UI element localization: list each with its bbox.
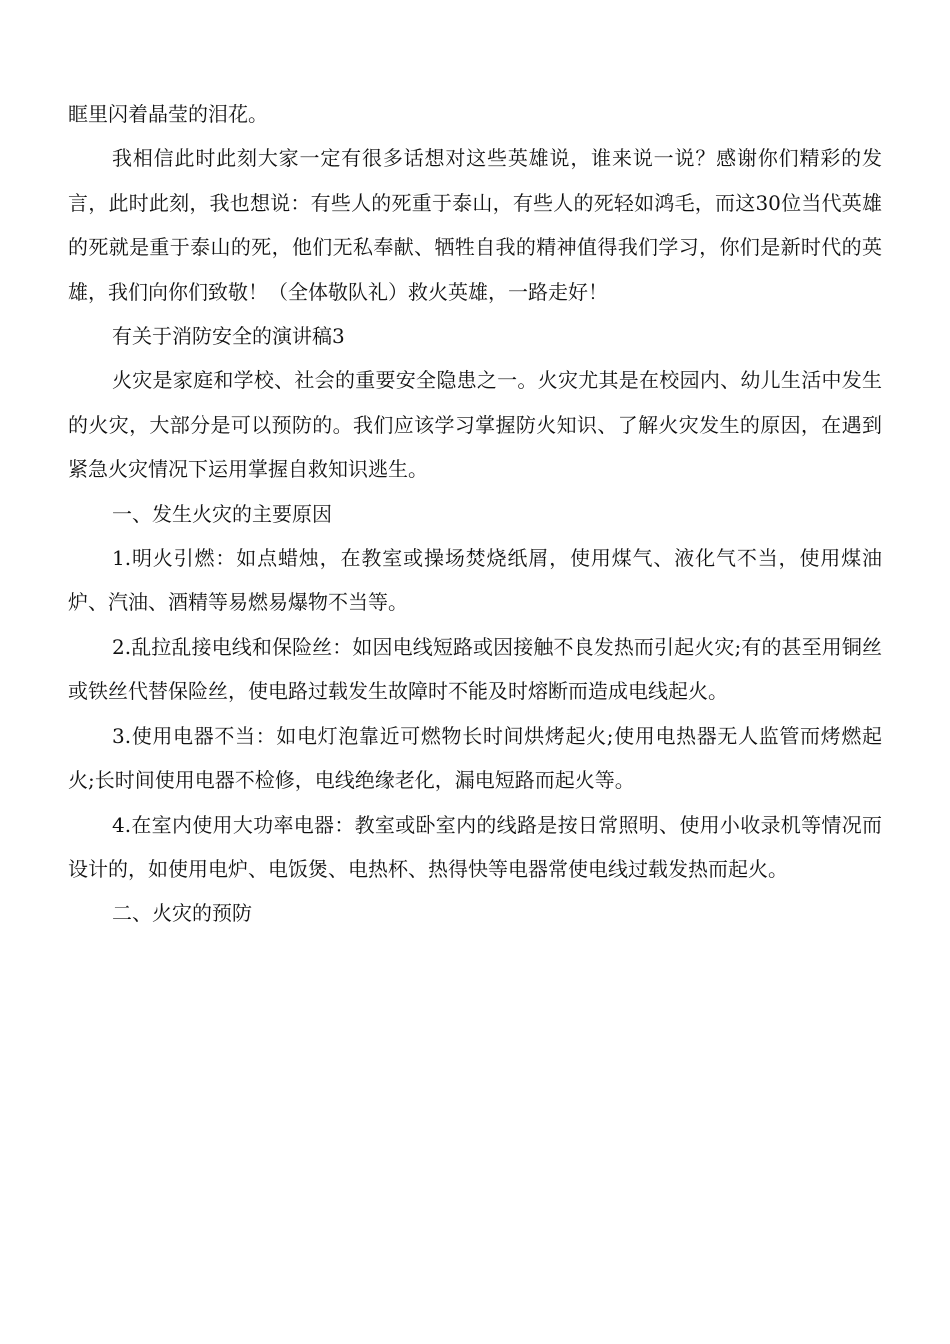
list-item-wiring: 2.乱拉乱接电线和保险丝：如因电线短路或因接触不良发热而引起火灾;有的甚至用铜丝或铁丝代替保险丝，使电路过载发生故障时不能及时熔断而造成电线起火。 [68, 634, 882, 704]
paragraph-tribute: 我相信此时此刻大家一定有很多话想对这些英雄说，谁来说一说？感谢你们精彩的发言，此时此刻，我也想说：有些人的死重于泰山，有些人的死轻如鸿毛，而这30位当代英雄的死就是重于泰山的死，他们无私奉献、牺牲自我的精神值得我们学习，你们是新时代的英雄，我们向你们致敬！（全体敬队礼）救火英雄，一路走好！ [68, 146, 882, 304]
heading-causes: 一、发生火灾的主要原因 [112, 501, 332, 526]
heading-prevention: 二、火灾的预防 [112, 901, 252, 926]
list-item-high-power: 4.在室内使用大功率电器：教室或卧室内的线路是按日常照明、使用小收录机等情况而设计的，如使用电炉、电饭煲、电热杯、热得快等电器常使电线过载发热而起火。 [68, 812, 882, 881]
section-title: 有关于消防安全的演讲稿3 [112, 324, 345, 349]
document-body [68, 92, 882, 936]
list-item-appliances: 3.使用电器不当：如电灯泡靠近可燃物长时间烘烤起火;使用电热器无人监管而烤燃起火;长时间使用电器不检修，电线绝缘老化，漏电短路而起火等。 [68, 723, 882, 793]
paragraph-intro: 火灾是家庭和学校、社会的重要安全隐患之一。火灾尤其是在校园内、幼儿生活中发生的火灾，大部分是可以预防的。我们应该学习掌握防火知识、了解火灾发生的原因，在遇到紧急火灾情况下运用掌握自救知识逃生。 [68, 368, 882, 482]
paragraph-continuation: 眶里闪着晶莹的泪花。 [68, 102, 268, 126]
list-item-open-flame: 1.明火引燃：如点蜡烛，在教室或操场焚烧纸屑，使用煤气、液化气不当，使用煤油炉、汽油、酒精等易燃易爆物不当等。 [68, 546, 882, 615]
